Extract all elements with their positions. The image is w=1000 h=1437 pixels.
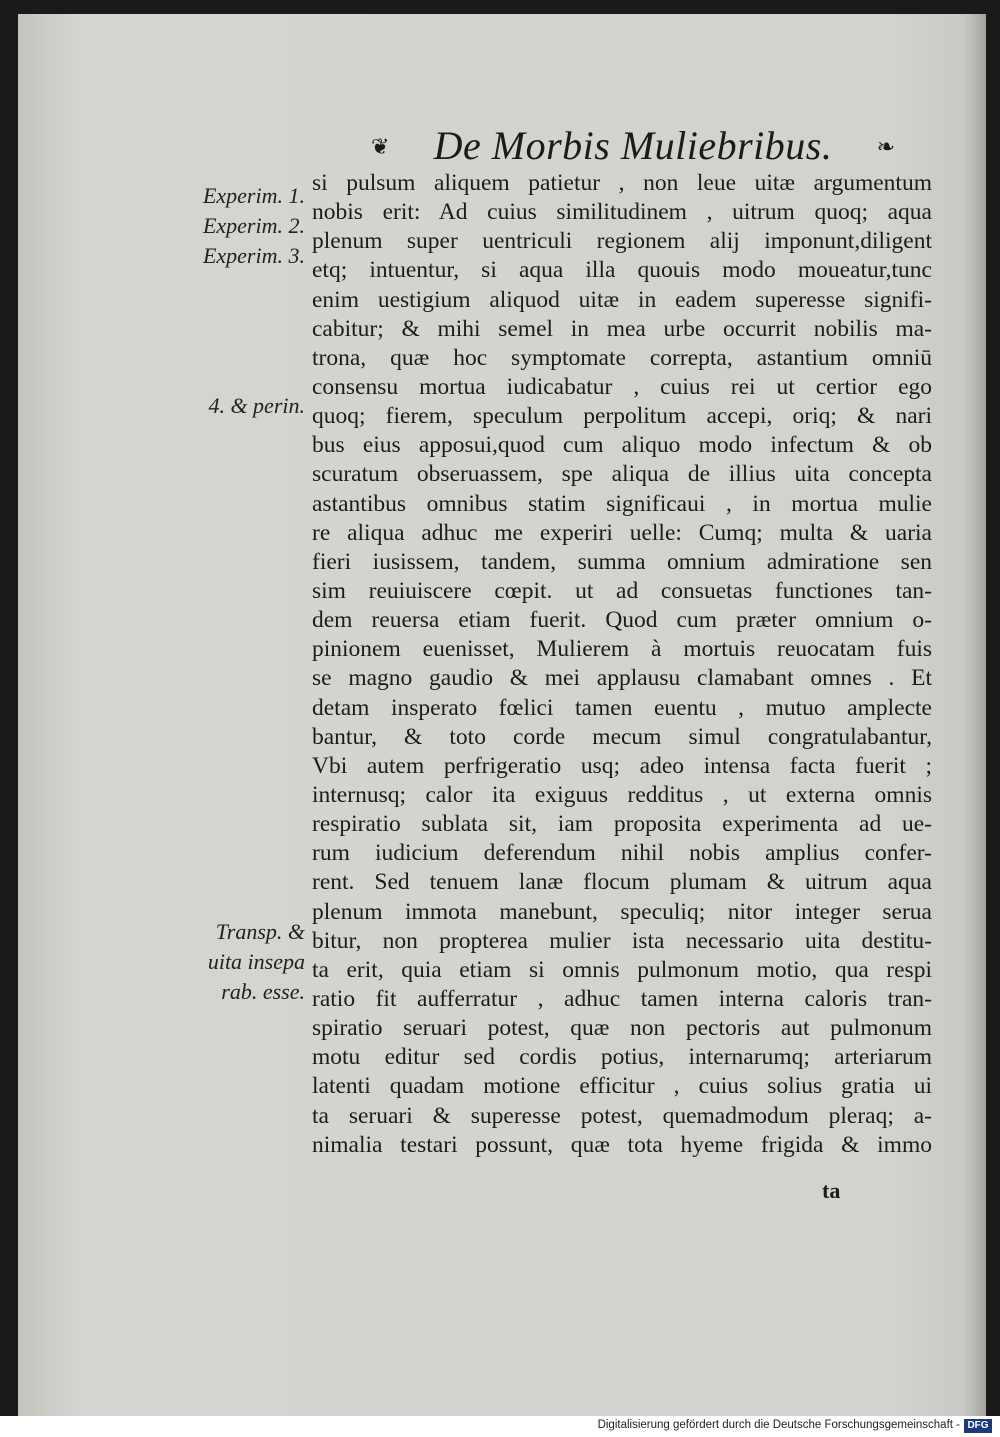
text-line: rent. Sed tenuem lanæ flocum plumam & uitrum aqua [312,869,932,896]
text-line: quoq; fierem, speculum perpolitum accepi, oriq; & nari [312,403,932,430]
text-line: rum iudicium deferendum nihil nobis amplius confer- [312,840,932,867]
text-line: trona, quæ hoc symptomate correpta, astantium omniū [312,344,932,371]
text-line: astantibus omnibus statim significaui , in mortua mulie [312,490,932,517]
text-line: plenum super uentriculi regionem alij imponunt,diligent [312,228,932,255]
text-line: dem reuersa etiam fuerit. Quod cum præter omnium o- [312,607,932,634]
page-shadow [964,14,986,1416]
text-line: nobis erit: Ad cuius similitudinem , uitrum quoq; aqua [312,199,932,226]
margin-note: Experim. 2. [202,213,305,238]
text-line: ta seruari & superesse potest, quemadmodum pleraq; a- [312,1102,932,1129]
text-line: nimalia testari possunt, quæ tota hyeme frigida & immo [312,1131,932,1158]
text-line: consensu mortua iudicabatur , cuius rei ut certior ego [312,373,932,400]
margin-note: rab. esse. [221,979,305,1004]
dfg-logo: DFG [964,1419,992,1433]
margin-note: Transp. & [215,919,305,944]
fleuron-left-icon: ❦ [371,134,390,159]
text-line: bus eius apposui,quod cum aliquo modo infectum & ob [312,432,932,459]
running-head [363,122,903,172]
body-text [312,169,932,1160]
text-line: enim uestigium aliquod uitæ in eadem superesse signifi- [312,286,932,313]
text-line: sim reuiuiscere cœpit. ut ad consuetas functiones tan- [312,577,932,604]
text-line: se magno gaudio & mei applausu clamabant omnes . Et [312,665,932,692]
fleuron-right-icon: ❧ [876,134,895,159]
text-line: scuratum obseruassem, spe aliqua de illius uita concepta [312,461,932,488]
catchword: ta [822,1178,841,1203]
text-line: fieri iusissem, tandem, summa omnium admiratione sen [312,548,932,575]
text-line: latenti quadam motione efficitur , cuius solius gratia ui [312,1073,932,1100]
text-line: bantur, & toto corde mecum simul congratulabantur, [312,723,932,750]
text-line: plenum immota manebunt, speculiq; nitor integer serua [312,898,932,925]
margin-note: Experim. 1. [202,183,305,208]
text-line: ratio fit aufferratur , adhuc tamen interna caloris tran- [312,985,932,1012]
margin-note: 4. & perin. [208,393,305,418]
text-line: bitur, non propterea mulier ista necessario uita destitu- [312,927,932,954]
funding-notice: Digitalisierung gefördert durch die Deutsche Forschungsgemeinschaft - [597,1419,960,1431]
running-head-title: De Morbis Muliebribus. [433,123,833,168]
text-line: respiratio sublata sit, iam proposita experimenta ad ue- [312,811,932,838]
text-line: Vbi autem perfrigeratio usq; adeo intensa facta fuerit ; [312,752,932,779]
text-line: si pulsum aliquem patietur , non leue uitæ argumentum [312,170,932,196]
text-line: re aliqua adhuc me experiri uelle: Cumq; multa & uaria [312,519,932,546]
text-line: internusq; calor ita exiguus redditus , ut externa omnis [312,781,932,808]
text-line: detam insperato fœlici tamen euentu , mutuo amplecte [312,694,932,721]
margin-note: uita insepa [207,949,305,974]
margin-note: Experim. 3. [202,243,305,268]
text-line: cabitur; & mihi semel in mea urbe occurrit nobilis ma- [312,315,932,342]
text-line: motu editur sed cordis potius, internarumq; arteriarum [312,1044,932,1071]
footer-bar [0,1416,1000,1437]
text-line: etq; intuentur, si aqua illa quouis modo moueatur,tunc [312,257,932,284]
text-line: ta erit, quia etiam si omnis pulmonum motio, qua respi [312,956,932,983]
text-line: spiratio seruari potest, quæ non pectoris aut pulmonum [312,1015,932,1042]
text-line: pinionem euenisset, Mulierem à mortuis reuocatam fuis [312,636,932,663]
